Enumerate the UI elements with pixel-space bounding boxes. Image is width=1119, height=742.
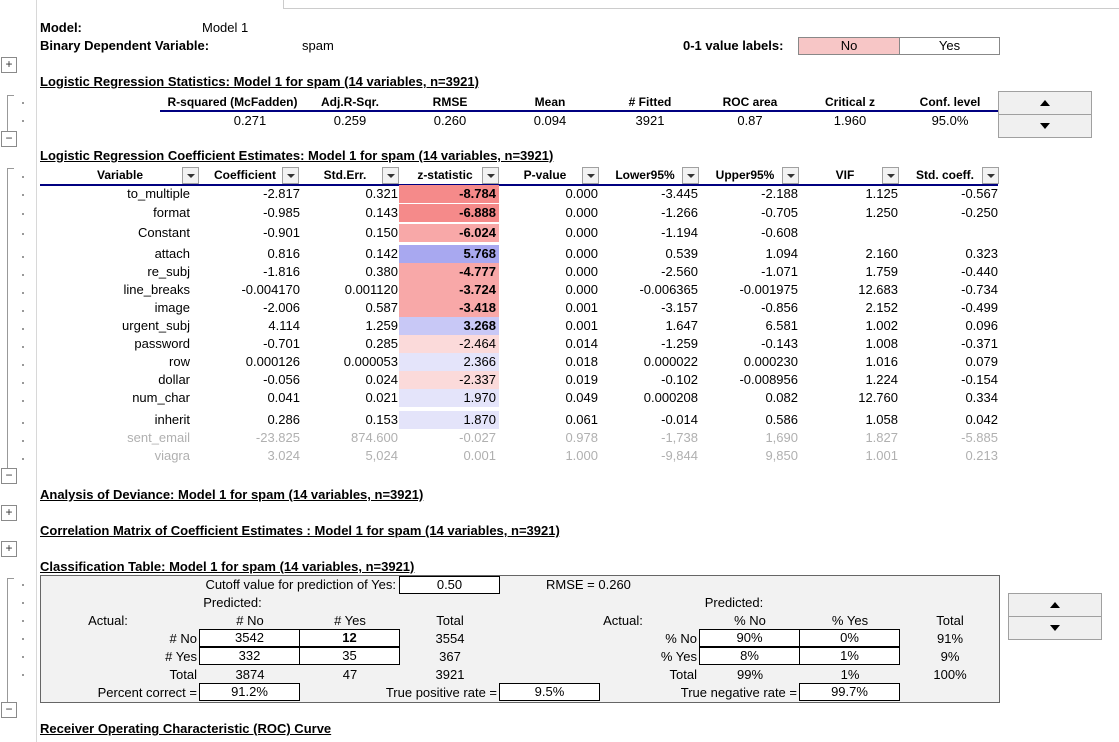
z-stat-cell: -0.027 (459, 430, 496, 445)
classification-title: Classification Table: Model 1 for spam (14 variables, n=3921) (40, 559, 415, 574)
coef-cell-se: 0.021 (365, 390, 398, 405)
stats-header: R-squared (McFadden) (167, 95, 298, 109)
coef-cell-hi: -0.143 (761, 336, 798, 351)
variable-name: Constant (137, 225, 190, 240)
coef-cell-lo: -0.102 (661, 372, 698, 387)
z-stat-cell: -3.724 (459, 282, 496, 297)
deviance-title: Analysis of Deviance: Model 1 for spam (14 variables, n=3921) (40, 487, 424, 502)
stats-value: 95.0% (931, 113, 969, 128)
coef-cell-std: 0.079 (965, 354, 998, 369)
coef-cell-std: 0.213 (965, 448, 998, 463)
expand-group-button[interactable]: + (1, 541, 17, 557)
coef-cell-lo: -3.157 (661, 300, 698, 315)
coef-cell-coef: -0.701 (263, 336, 300, 351)
count-cell: 12 (299, 629, 400, 647)
coef-cell-vif: 1.827 (865, 430, 898, 445)
z-stat-cell: -2.337 (459, 372, 496, 387)
z-stat-cell: 1.870 (463, 412, 496, 427)
coef-cell-std: -0.371 (961, 336, 998, 351)
coef-cell-lo: -1.259 (661, 336, 698, 351)
coef-cell-std: 0.096 (965, 318, 998, 333)
coef-cell-hi: -0.001975 (739, 282, 798, 297)
coef-cell-hi: 0.082 (765, 390, 798, 405)
coef-cell-lo: 0.539 (665, 246, 698, 261)
value-labels-label: 0-1 value labels: (683, 38, 784, 53)
arrow-down-icon (1050, 625, 1060, 631)
coef-cell-lo: -2.560 (661, 264, 698, 279)
stats-value: 0.87 (737, 113, 763, 128)
coef-cell-p: 0.049 (565, 390, 598, 405)
coef-cell-std: -0.154 (961, 372, 998, 387)
pct-predicted-label: Predicted: (704, 595, 764, 610)
pct-cell: 91% (936, 631, 964, 646)
coef-cell-vif: 1.250 (865, 205, 898, 220)
count-cell: 3921 (435, 667, 465, 682)
tnr-label: True negative rate = (680, 685, 797, 700)
coef-cell-coef: 0.286 (267, 412, 300, 427)
coef-cell-hi: 1.094 (765, 246, 798, 261)
coef-cell-se: 0.142 (365, 246, 398, 261)
dependent-variable-label: Binary Dependent Variable: (40, 38, 210, 53)
coef-cell-lo: -1,738 (661, 430, 698, 445)
coef-cell-lo: -0.014 (661, 412, 698, 427)
coef-cell-hi: 9,850 (765, 448, 798, 463)
value-label-yes[interactable]: Yes (899, 37, 1000, 55)
z-stat-cell: -3.418 (459, 300, 496, 315)
percent-correct-label: Percent correct = (97, 685, 197, 700)
coef-cell-p: 0.000 (565, 205, 598, 220)
coef-cell-lo: -3.445 (661, 186, 698, 201)
coef-cell-std: -0.499 (961, 300, 998, 315)
coef-cell-coef: -0.056 (263, 372, 300, 387)
expand-group-button[interactable]: + (1, 505, 17, 521)
gutter-divider (36, 0, 37, 742)
spin-down-button[interactable] (1009, 616, 1101, 639)
stats-header: Conf. level (919, 95, 981, 109)
coef-cell-coef: -1.816 (263, 264, 300, 279)
value-label-no[interactable]: No (798, 37, 900, 55)
outline-bracket (7, 95, 14, 136)
roc-title: Receiver Operating Characteristic (ROC) Curve (40, 721, 332, 736)
coef-cell-coef: -0.004170 (241, 282, 300, 297)
coef-cell-se: 0.150 (365, 225, 398, 240)
stats-value: 0.094 (533, 113, 567, 128)
coef-cell-p: 0.978 (565, 430, 598, 445)
collapse-group-button[interactable]: − (1, 702, 17, 718)
coef-cell-std: -0.250 (961, 205, 998, 220)
coef-cell-std: -0.734 (961, 282, 998, 297)
cutoff-label: Cutoff value for prediction of Yes: (205, 577, 396, 592)
col-no-label: # No (236, 613, 264, 628)
pct-row-no-label: % No (665, 631, 697, 646)
tnr-value: 99.7% (799, 683, 900, 701)
filter-dropdown-icon[interactable] (282, 167, 299, 184)
z-stat-cell: 1.970 (463, 390, 496, 405)
pct-col-total-label: Total (936, 613, 964, 628)
filter-dropdown-icon[interactable] (882, 167, 899, 184)
col-yes-label: # Yes (334, 613, 366, 628)
coef-cell-lo: 0.000208 (643, 390, 698, 405)
pct-actual-label: Actual: (603, 613, 643, 628)
z-stat-cell: -8.784 (459, 186, 496, 201)
coef-header: Upper95% (715, 168, 775, 182)
stats-header: Adj.R-Sqr. (320, 95, 379, 109)
coef-cell-p: 0.001 (565, 300, 598, 315)
arrow-up-icon (1050, 602, 1060, 608)
coef-cell-vif: 2.152 (865, 300, 898, 315)
pct-col-no-label: % No (734, 613, 766, 628)
coef-cell-lo: -1.194 (661, 225, 698, 240)
arrow-down-icon (1040, 123, 1050, 129)
coef-cell-vif: 1.001 (865, 448, 898, 463)
coef-header: Std. coeff. (915, 168, 974, 182)
coef-cell-hi: -0.008956 (739, 372, 798, 387)
coef-cell-se: 0.587 (365, 300, 398, 315)
actual-label: Actual: (88, 613, 128, 628)
coef-cell-std: -0.567 (961, 186, 998, 201)
model-label: Model: (40, 20, 82, 35)
spin-down-button[interactable] (999, 114, 1091, 137)
row-no-label: # No (169, 631, 197, 646)
spin-up-button[interactable] (1009, 594, 1101, 616)
coef-cell-p: 0.000 (565, 282, 598, 297)
coef-cell-hi: 1,690 (765, 430, 798, 445)
coef-cell-coef: -0.901 (263, 225, 300, 240)
variable-name: sent_email (127, 430, 190, 445)
pct-cell: 8% (699, 647, 800, 665)
stats-header: RMSE (432, 95, 468, 109)
coef-cell-hi: 0.000230 (743, 354, 798, 369)
filter-dropdown-icon[interactable] (982, 167, 999, 184)
coef-cell-coef: 0.816 (267, 246, 300, 261)
coef-cell-std: 0.042 (965, 412, 998, 427)
coef-cell-coef: -23.825 (255, 430, 300, 445)
tpr-value: 9.5% (499, 683, 600, 701)
coef-cell-std: -5.885 (961, 430, 998, 445)
correlation-title: Correlation Matrix of Coefficient Estimates : Model 1 for spam (14 variables, n=3921) (40, 523, 560, 538)
coef-cell-coef: -2.817 (263, 186, 300, 201)
classification-spinner[interactable] (1008, 593, 1102, 640)
coef-cell-p: 0.061 (565, 412, 598, 427)
stats-value: 1.960 (833, 113, 867, 128)
coef-cell-se: 5,024 (365, 448, 398, 463)
count-cell: 3874 (235, 667, 265, 682)
coef-cell-se: 0.000053 (343, 354, 398, 369)
z-stat-cell: 5.768 (463, 246, 496, 261)
percent-correct-value: 91.2% (199, 683, 300, 701)
coef-cell-hi: 0.586 (765, 412, 798, 427)
coef-cell-lo: -1.266 (661, 205, 698, 220)
collapse-group-button[interactable]: − (1, 131, 17, 147)
stats-value: 0.260 (433, 113, 467, 128)
coef-cell-hi: -0.705 (761, 205, 798, 220)
count-cell: 367 (439, 649, 461, 664)
coef-cell-coef: 3.024 (267, 448, 300, 463)
z-stat-cell: -2.464 (459, 336, 496, 351)
variable-name: inherit (154, 412, 190, 427)
stats-header: Mean (534, 95, 566, 109)
coef-cell-vif: 1.016 (865, 354, 898, 369)
count-cell: 35 (299, 647, 400, 665)
coef-cell-se: 0.024 (365, 372, 398, 387)
coef-cell-p: 0.019 (565, 372, 598, 387)
z-stat-cell: -4.777 (459, 264, 496, 279)
pct-cell: 0% (799, 629, 900, 647)
coef-cell-se: 0.285 (365, 336, 398, 351)
cutoff-value-field[interactable]: 0.50 (399, 576, 500, 594)
coef-cell-se: 0.153 (365, 412, 398, 427)
coef-header: z-statistic (417, 168, 473, 182)
pct-cell: 90% (699, 629, 800, 647)
variable-name: attach (154, 246, 190, 261)
stats-header: ROC area (722, 95, 778, 109)
col-total-label: Total (436, 613, 464, 628)
pct-cell: 9% (940, 649, 960, 664)
row-total-label: Total (169, 667, 197, 682)
coef-cell-lo: 1.647 (665, 318, 698, 333)
z-stat-cell: -6.024 (459, 225, 496, 240)
stats-value: 0.259 (333, 113, 367, 128)
filter-dropdown-icon[interactable] (682, 167, 699, 184)
filter-dropdown-icon[interactable] (182, 167, 199, 184)
stats-value: 0.271 (233, 113, 267, 128)
outline-bracket (7, 578, 14, 704)
variable-name: num_char (132, 390, 190, 405)
coef-cell-p: 0.018 (565, 354, 598, 369)
dependent-variable-value: spam (302, 38, 334, 53)
coef-cell-lo: 0.000022 (643, 354, 698, 369)
outline-bracket (7, 168, 14, 469)
coef-cell-std: 0.334 (965, 390, 998, 405)
coef-header: Lower95% (615, 168, 675, 182)
coef-cell-hi: 6.581 (765, 318, 798, 333)
count-cell: 3542 (199, 629, 300, 647)
coef-cell-coef: 0.041 (267, 390, 300, 405)
coef-header-variable: Variable (96, 168, 144, 182)
coef-cell-coef: 0.000126 (245, 354, 300, 369)
collapse-group-button[interactable]: − (1, 468, 17, 484)
stats-spinner[interactable] (998, 91, 1092, 138)
z-stat-cell: 2.366 (463, 354, 496, 369)
variable-name: urgent_subj (122, 318, 190, 333)
coef-title: Logistic Regression Coefficient Estimates: Model 1 for spam (14 variables, n=3921) (40, 148, 554, 163)
sheet-top-border (283, 0, 1119, 9)
coef-cell-p: 0.000 (565, 186, 598, 201)
stats-header: Critical z (824, 95, 875, 109)
coef-cell-se: 874.600 (351, 430, 398, 445)
coef-header: Coefficient (213, 168, 276, 182)
predicted-label: Predicted: (203, 595, 262, 610)
variable-name: password (134, 336, 190, 351)
filter-dropdown-icon[interactable] (482, 167, 499, 184)
variable-name: format (153, 205, 190, 220)
variable-name: image (154, 300, 190, 315)
variable-name: to_multiple (127, 186, 190, 201)
row-yes-label: # Yes (165, 649, 197, 664)
stats-title: Logistic Regression Statistics: Model 1 for spam (14 variables, n=3921) (40, 74, 479, 89)
variable-name: line_breaks (123, 282, 190, 297)
pct-cell: 100% (933, 667, 967, 682)
z-stat-cell: 3.268 (463, 318, 496, 333)
coef-header: Std.Err. (323, 168, 367, 182)
pct-cell: 1% (840, 667, 860, 682)
coef-cell-p: 1.000 (565, 448, 598, 463)
coef-cell-coef: 4.114 (268, 318, 300, 333)
variable-name: re_subj (147, 264, 190, 279)
coef-cell-std: -0.440 (961, 264, 998, 279)
variable-name: viagra (154, 448, 190, 463)
coef-cell-vif: 1.759 (865, 264, 898, 279)
outline-gutter (0, 0, 36, 742)
coef-cell-vif: 1.125 (865, 186, 898, 201)
pct-col-yes-label: % Yes (831, 613, 869, 628)
pct-row-total-label: Total (669, 667, 697, 682)
pct-row-yes-label: % Yes (660, 649, 697, 664)
pct-cell: 1% (799, 647, 900, 665)
coef-header: P-value (523, 168, 567, 182)
coef-cell-hi: -2.188 (761, 186, 798, 201)
coef-cell-se: 0.321 (365, 186, 398, 201)
coef-cell-vif: 12.760 (858, 390, 898, 405)
coef-cell-p: 0.001 (565, 318, 598, 333)
coef-cell-p: 0.014 (565, 336, 598, 351)
coef-cell-se: 0.380 (365, 264, 398, 279)
variable-name: dollar (158, 372, 190, 387)
stats-value: 3921 (635, 113, 665, 128)
coef-cell-vif: 1.224 (865, 372, 898, 387)
coef-cell-vif: 12.683 (858, 282, 898, 297)
z-stat-cell: -6.888 (459, 205, 496, 220)
sort-filter-icon[interactable] (582, 167, 599, 184)
coef-cell-vif: 2.160 (865, 246, 898, 261)
coef-cell-std: 0.323 (965, 246, 998, 261)
coef-cell-p: 0.000 (565, 225, 598, 240)
coef-cell-hi: -0.608 (761, 225, 798, 240)
pct-cell: 99% (736, 667, 764, 682)
coef-cell-se: 1.259 (365, 318, 398, 333)
coef-cell-hi: -0.856 (761, 300, 798, 315)
coef-cell-lo: -9,844 (661, 448, 698, 463)
coef-cell-p: 0.000 (565, 246, 598, 261)
coef-cell-coef: -2.006 (263, 300, 300, 315)
model-value: Model 1 (202, 20, 249, 35)
coef-header: VIF (835, 168, 855, 182)
variable-name: row (169, 354, 190, 369)
filter-dropdown-icon[interactable] (782, 167, 799, 184)
coef-cell-se: 0.001120 (344, 282, 398, 297)
coef-cell-vif: 1.058 (865, 412, 898, 427)
tpr-label: True positive rate = (385, 685, 497, 700)
z-stat-cell: 0.001 (463, 448, 496, 463)
count-cell: 332 (199, 647, 300, 665)
filter-dropdown-icon[interactable] (382, 167, 399, 184)
coef-cell-lo: -0.006365 (639, 282, 698, 297)
rmse-label: RMSE = 0.260 (546, 577, 631, 592)
coef-cell-se: 0.143 (365, 205, 398, 220)
count-cell: 47 (342, 667, 358, 682)
coef-cell-vif: 1.002 (865, 318, 898, 333)
count-cell: 3554 (435, 631, 465, 646)
arrow-up-icon (1040, 100, 1050, 106)
stats-header: # Fitted (628, 95, 672, 109)
expand-group-button[interactable]: + (1, 57, 17, 73)
coef-cell-p: 0.000 (565, 264, 598, 279)
coef-cell-hi: -1.071 (761, 264, 798, 279)
spin-up-button[interactable] (999, 92, 1091, 114)
stats-header-rule (160, 110, 998, 112)
coef-cell-coef: -0.985 (263, 205, 300, 220)
coef-cell-vif: 1.008 (865, 336, 898, 351)
